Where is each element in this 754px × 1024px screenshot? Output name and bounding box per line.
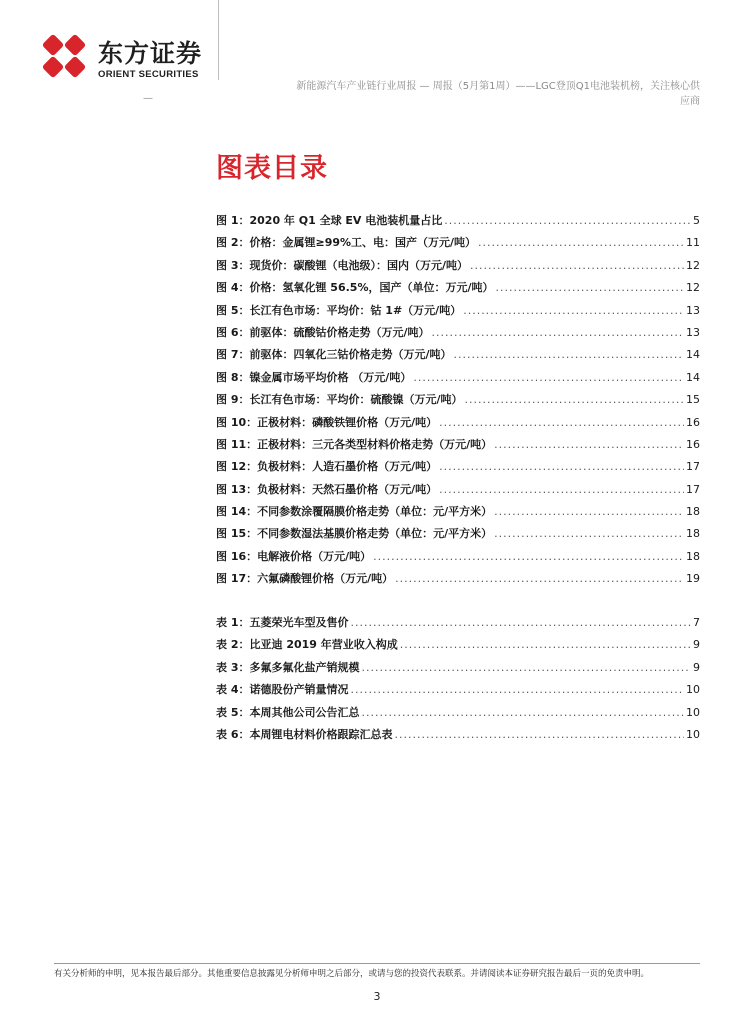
toc-figure-entry[interactable] bbox=[216, 212, 700, 234]
toc-figure-entry-page: 17 bbox=[686, 460, 700, 474]
toc-figure-entry-label: 图 15：不同参数湿法基膜价格走势（单位：元/平方米） bbox=[216, 527, 493, 541]
toc-figure-entry-page: 16 bbox=[686, 437, 700, 451]
toc-figure-entry-page: 16 bbox=[686, 415, 700, 429]
footer-disclaimer: 有关分析师的申明，见本报告最后部分。其他重要信息披露见分析师申明之后部分，或请与您的投资代表联系。并请阅读本证券研究报告最后一页的免责申明。 bbox=[54, 969, 650, 979]
toc-table-entry-label: 表 6：本周锂电材料价格跟踪汇总表 bbox=[216, 727, 393, 741]
toc-table-entry[interactable] bbox=[216, 659, 700, 681]
toc-figure-entry-page: 18 bbox=[686, 549, 700, 563]
toc-table-entry-label: 表 2：比亚迪 2019 年营业收入构成 bbox=[216, 638, 398, 652]
toc-table-entry-label: 表 4：诺德股份产销量情况 bbox=[216, 683, 349, 697]
toc-table-entry-label: 表 3：多氟多氟化盐产销规模 bbox=[216, 660, 360, 674]
toc-figure-entry-page: 14 bbox=[686, 370, 700, 384]
dot-leader bbox=[470, 259, 684, 272]
dot-leader bbox=[439, 483, 684, 496]
dot-leader bbox=[494, 527, 684, 540]
toc-figure-entry[interactable] bbox=[216, 391, 700, 413]
toc-figure-entry-label: 图 9：长江有色市场：平均价：硫酸镍（万元/吨） bbox=[216, 393, 463, 407]
running-head-line2 bbox=[280, 94, 700, 109]
toc-table-entry-page: 10 bbox=[686, 683, 700, 697]
dot-leader bbox=[454, 348, 685, 361]
orient-logo-icon bbox=[40, 32, 88, 80]
toc-figure-entry[interactable] bbox=[216, 257, 700, 279]
toc-figure-entry[interactable] bbox=[216, 503, 700, 525]
brand-logo bbox=[40, 28, 230, 88]
toc-table-entry[interactable] bbox=[216, 614, 700, 636]
toc-table-entry[interactable] bbox=[216, 704, 700, 726]
toc-figure-entry-page: 18 bbox=[686, 505, 700, 519]
page-number: 3 bbox=[373, 990, 381, 1003]
toc-table-entry-label: 表 5：本周其他公司公告汇总 bbox=[216, 705, 360, 719]
toc-figure-entry[interactable] bbox=[216, 324, 700, 346]
running-head bbox=[280, 79, 700, 109]
dot-leader bbox=[463, 304, 684, 317]
toc-figure-entry[interactable] bbox=[216, 346, 700, 368]
toc-figure-entry-label: 图 11：正极材料：三元各类型材料价格走势（万元/吨） bbox=[216, 437, 493, 451]
toc-table-entry-page: 10 bbox=[686, 705, 700, 719]
toc-figure-entry-page: 15 bbox=[686, 393, 700, 407]
dot-leader bbox=[361, 661, 691, 674]
toc-figure-entry-page: 11 bbox=[686, 236, 700, 250]
brand-name-en: ORIENT SECURITIES bbox=[98, 69, 199, 80]
dot-leader bbox=[350, 616, 691, 629]
dot-leader bbox=[413, 371, 684, 384]
toc-table-entry-label: 表 1：五菱荣光车型及售价 bbox=[216, 616, 349, 629]
dot-leader bbox=[478, 236, 684, 249]
toc-figure-entry-label: 图 16：电解液价格（万元/吨） bbox=[216, 549, 372, 563]
toc-table-entry[interactable] bbox=[216, 726, 700, 748]
toc-figure-entry-label: 图 13：负极材料：天然石墨价格（万元/吨） bbox=[216, 482, 438, 496]
running-head-line2-text: 应商 bbox=[680, 96, 700, 107]
toc-figure-entry-page: 12 bbox=[686, 258, 700, 272]
dot-leader bbox=[350, 683, 684, 696]
toc-figure-entry[interactable] bbox=[216, 436, 700, 458]
toc-title: 图表目录 bbox=[216, 153, 328, 184]
toc-figure-entry-label: 图 17：六氟磷酸锂价格（万元/吨） bbox=[216, 572, 394, 586]
dot-leader bbox=[439, 416, 684, 429]
toc-table-entry[interactable] bbox=[216, 636, 700, 658]
dot-leader bbox=[395, 572, 684, 585]
toc-figure-entry-label: 图 12：负极材料：人造石墨价格（万元/吨） bbox=[216, 460, 438, 474]
header-divider bbox=[218, 0, 219, 80]
toc-figure-entry[interactable] bbox=[216, 369, 700, 391]
footer-divider bbox=[54, 963, 700, 964]
toc-figure-entry[interactable] bbox=[216, 302, 700, 324]
toc-figure-entry-page: 5 bbox=[693, 214, 700, 227]
toc-table-entry-page: 9 bbox=[693, 638, 700, 652]
toc-figure-entry-label: 图 7：前驱体：四氧化三钴价格走势（万元/吨） bbox=[216, 348, 452, 362]
dot-leader bbox=[361, 706, 684, 719]
toc-figure-entry-page: 17 bbox=[686, 482, 700, 496]
toc-figure-entry-page: 14 bbox=[686, 348, 700, 362]
toc-figure-entry-label: 图 14：不同参数涂覆隔膜价格走势（单位：元/平方米） bbox=[216, 505, 493, 519]
toc-figure-entry-label: 图 5：长江有色市场：平均价：钴 1#（万元/吨） bbox=[216, 303, 462, 317]
toc-figure-entry-page: 12 bbox=[686, 281, 700, 295]
toc-figure-entry-page: 13 bbox=[686, 303, 700, 317]
toc-figure-entry[interactable] bbox=[216, 481, 700, 503]
toc-figure-entry[interactable] bbox=[216, 525, 700, 547]
toc-figure-entry[interactable] bbox=[216, 570, 700, 592]
toc-figure-entry[interactable] bbox=[216, 548, 700, 570]
dot-leader bbox=[373, 550, 684, 563]
toc-table-entry-page: 9 bbox=[693, 660, 700, 674]
toc-figure-entry-label: 图 1：2020 年 Q1 全球 EV 电池装机量占比 bbox=[216, 214, 443, 227]
toc-figure-entry-page: 13 bbox=[686, 325, 700, 339]
dot-leader bbox=[400, 638, 691, 651]
toc-figure-entry[interactable] bbox=[216, 458, 700, 480]
toc-figure-entry-label: 图 4：价格：氢氧化锂 56.5%，国产（单位：万元/吨） bbox=[216, 281, 494, 295]
dot-leader bbox=[494, 438, 684, 451]
dot-leader bbox=[444, 214, 691, 227]
toc-figure-entry-label: 图 6：前驱体：硫酸钴价格走势（万元/吨） bbox=[216, 325, 430, 339]
toc-table-entry-page: 7 bbox=[693, 616, 700, 629]
toc-figure-entry[interactable] bbox=[216, 234, 700, 256]
running-head-line1: 新能源汽车产业链行业周报 — 周报（5月第1周）——LGC登顶Q1电池装机榜，关注核心供 bbox=[296, 81, 700, 92]
dot-leader bbox=[494, 505, 684, 518]
toc-figure-entry-page: 18 bbox=[686, 527, 700, 541]
dot-leader bbox=[465, 393, 685, 406]
dot-leader bbox=[432, 326, 685, 339]
toc-figure-entry-label: 图 8：镍金属市场平均价格 （万元/吨） bbox=[216, 370, 412, 384]
dot-leader bbox=[496, 281, 685, 294]
toc-figure-entry-page: 19 bbox=[686, 572, 700, 586]
toc-figure-entry[interactable] bbox=[216, 279, 700, 301]
toc-table-entry[interactable] bbox=[216, 681, 700, 703]
figure-list bbox=[216, 212, 700, 593]
table-list bbox=[216, 614, 700, 748]
dot-leader bbox=[439, 460, 684, 473]
toc-figure-entry-label: 图 3：现货价：碳酸锂（电池级）：国内（万元/吨） bbox=[216, 258, 468, 272]
toc-figure-entry[interactable] bbox=[216, 414, 700, 436]
toc-table-entry-page: 10 bbox=[686, 727, 700, 741]
running-head-dash: — bbox=[143, 93, 153, 104]
toc-figure-entry-label: 图 2：价格：金属锂≥99%工、电：国产（万元/吨） bbox=[216, 236, 477, 250]
brand-name-cn: 东方证券 bbox=[98, 39, 203, 68]
dot-leader bbox=[394, 728, 684, 741]
toc-figure-entry-label: 图 10：正极材料：磷酸铁锂价格（万元/吨） bbox=[216, 415, 438, 429]
